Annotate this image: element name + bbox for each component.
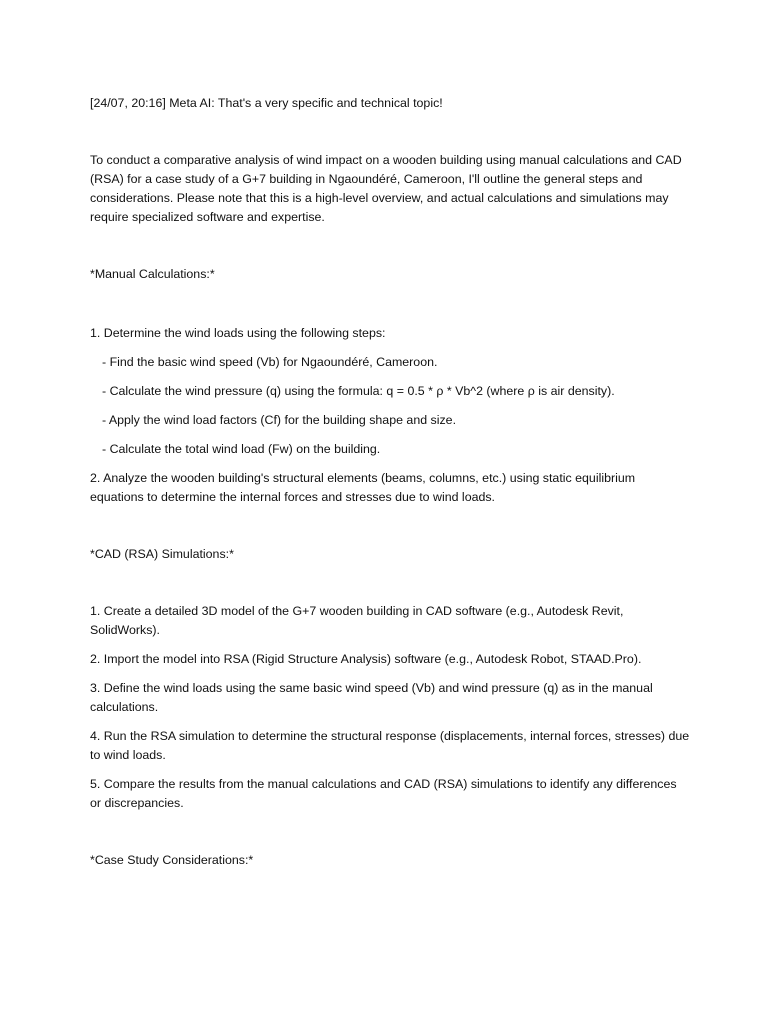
- cad-step-2: 2. Import the model into RSA (Rigid Structure Analysis) software (e.g., Autodesk Robot, STAAD.Pro).: [90, 652, 642, 666]
- case-study-heading: *Case Study Considerations:*: [90, 853, 254, 867]
- document-body: [90, 94, 690, 870]
- manual-substep: - Calculate the total wind load (Fw) on the building.: [102, 442, 381, 456]
- manual-step-2: 2. Analyze the wooden building's structural elements (beams, columns, etc.) using static equilibrium equations to determine the internal forces and stresses due to wind loads.: [90, 471, 636, 504]
- cad-step-4: 4. Run the RSA simulation to determine the structural response (displacements, internal forces, stresses) due to wind loads.: [90, 729, 690, 762]
- manual-substep: - Apply the wind load factors (Cf) for the building shape and size.: [102, 413, 457, 427]
- manual-substep: - Calculate the wind pressure (q) using the formula: q = 0.5 * ρ * Vb^2 (where ρ is air density).: [102, 384, 615, 398]
- manual-substep: - Find the basic wind speed (Vb) for Ngaoundéré, Cameroon.: [102, 355, 438, 369]
- intro-paragraph: To conduct a comparative analysis of wind impact on a wooden building using manual calculations and CAD (RSA) for a case study of a G+7 building in Ngaoundéré, Cameroon, I'll outline the general steps and considerations. Please note that this is a high-level overview, and actual calculations and simulations may require specialized software and expertise.: [90, 153, 682, 224]
- cad-simulations-heading: *CAD (RSA) Simulations:*: [90, 547, 234, 561]
- manual-calculations-heading: *Manual Calculations:*: [90, 267, 215, 281]
- message-header: [24/07, 20:16] Meta AI: That's a very specific and technical topic!: [90, 96, 443, 110]
- cad-step-3: 3. Define the wind loads using the same basic wind speed (Vb) and wind pressure (q) as in the manual calculations.: [90, 681, 653, 714]
- manual-step-1: 1. Determine the wind loads using the following steps:: [90, 326, 386, 340]
- cad-step-5: 5. Compare the results from the manual calculations and CAD (RSA) simulations to identify any differences or discrepancies.: [90, 777, 677, 810]
- cad-step-1: 1. Create a detailed 3D model of the G+7 wooden building in CAD software (e.g., Autodesk Revit, SolidWorks).: [90, 604, 624, 637]
